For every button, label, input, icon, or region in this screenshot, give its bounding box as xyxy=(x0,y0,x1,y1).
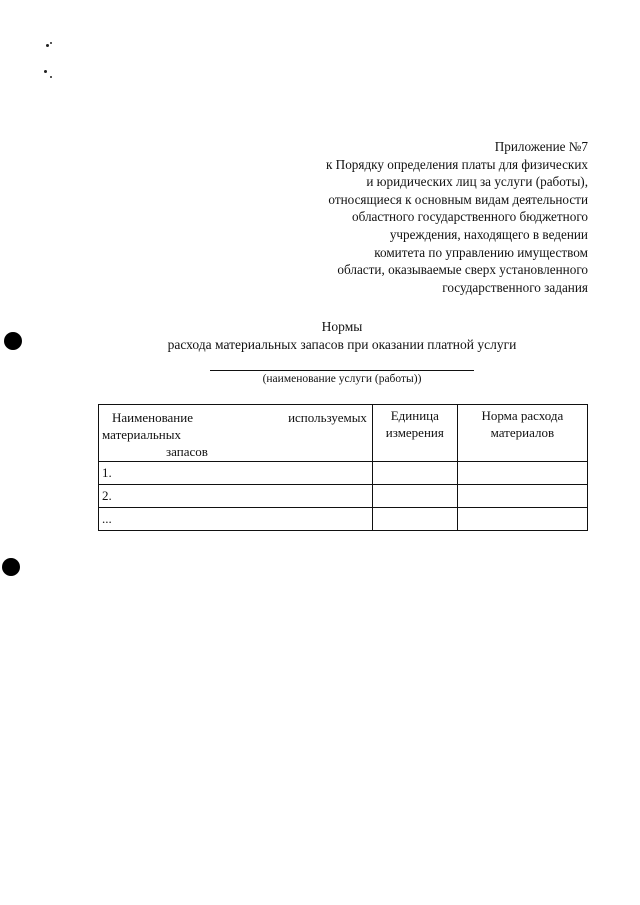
document-title: Нормы xyxy=(321,319,363,334)
scan-speck xyxy=(50,42,52,44)
table-row xyxy=(99,485,588,508)
scan-speck xyxy=(46,44,49,47)
punch-hole xyxy=(4,332,22,350)
row-norm-cell xyxy=(457,508,587,531)
appendix-header xyxy=(268,138,588,296)
header-material-name xyxy=(99,405,373,462)
appendix-line: Приложение №7 xyxy=(494,139,588,154)
row-unit-cell xyxy=(372,462,457,485)
norms-table xyxy=(98,404,588,531)
appendix-line: учреждения, находящего в ведении xyxy=(389,226,588,242)
appendix-line: и юридических лиц за услуги (работы), xyxy=(366,174,588,190)
row-label: ... xyxy=(99,508,373,531)
row-unit-cell xyxy=(372,508,457,531)
row-norm-cell xyxy=(457,462,587,485)
table-row xyxy=(99,462,588,485)
header-material-name-part: материальных xyxy=(102,427,181,442)
table-header-row xyxy=(99,405,588,462)
appendix-line: относящиеся к основным видам деятельности xyxy=(328,191,588,207)
row-norm-cell xyxy=(457,485,587,508)
header-unit: Единица измерения xyxy=(372,405,457,462)
appendix-line: государственного задания xyxy=(442,279,588,295)
row-label: 1. xyxy=(99,462,373,485)
document-subtitle: расхода материальных запасов при оказании платной услуги xyxy=(167,337,517,352)
appendix-line: области, оказываемые сверх установленного xyxy=(337,262,588,278)
service-name-line xyxy=(210,370,474,371)
appendix-line: комитета по управлению имуществом xyxy=(374,244,588,260)
row-unit-cell xyxy=(372,485,457,508)
appendix-line: областного государственного бюджетного xyxy=(351,209,588,225)
header-norm: Норма расхода материалов xyxy=(457,405,587,462)
header-material-name-part: Наименование xyxy=(112,410,193,425)
row-label: 2. xyxy=(99,485,373,508)
table-row xyxy=(99,508,588,531)
appendix-line: к Порядку определения платы для физических xyxy=(325,156,588,172)
service-name-caption: (наименование услуги (работы)) xyxy=(262,373,422,385)
scan-speck xyxy=(50,76,52,78)
header-material-name-part: используемых xyxy=(288,410,367,425)
scan-speck xyxy=(44,70,47,73)
punch-hole xyxy=(2,558,20,576)
header-material-name-part: запасов xyxy=(166,444,208,459)
